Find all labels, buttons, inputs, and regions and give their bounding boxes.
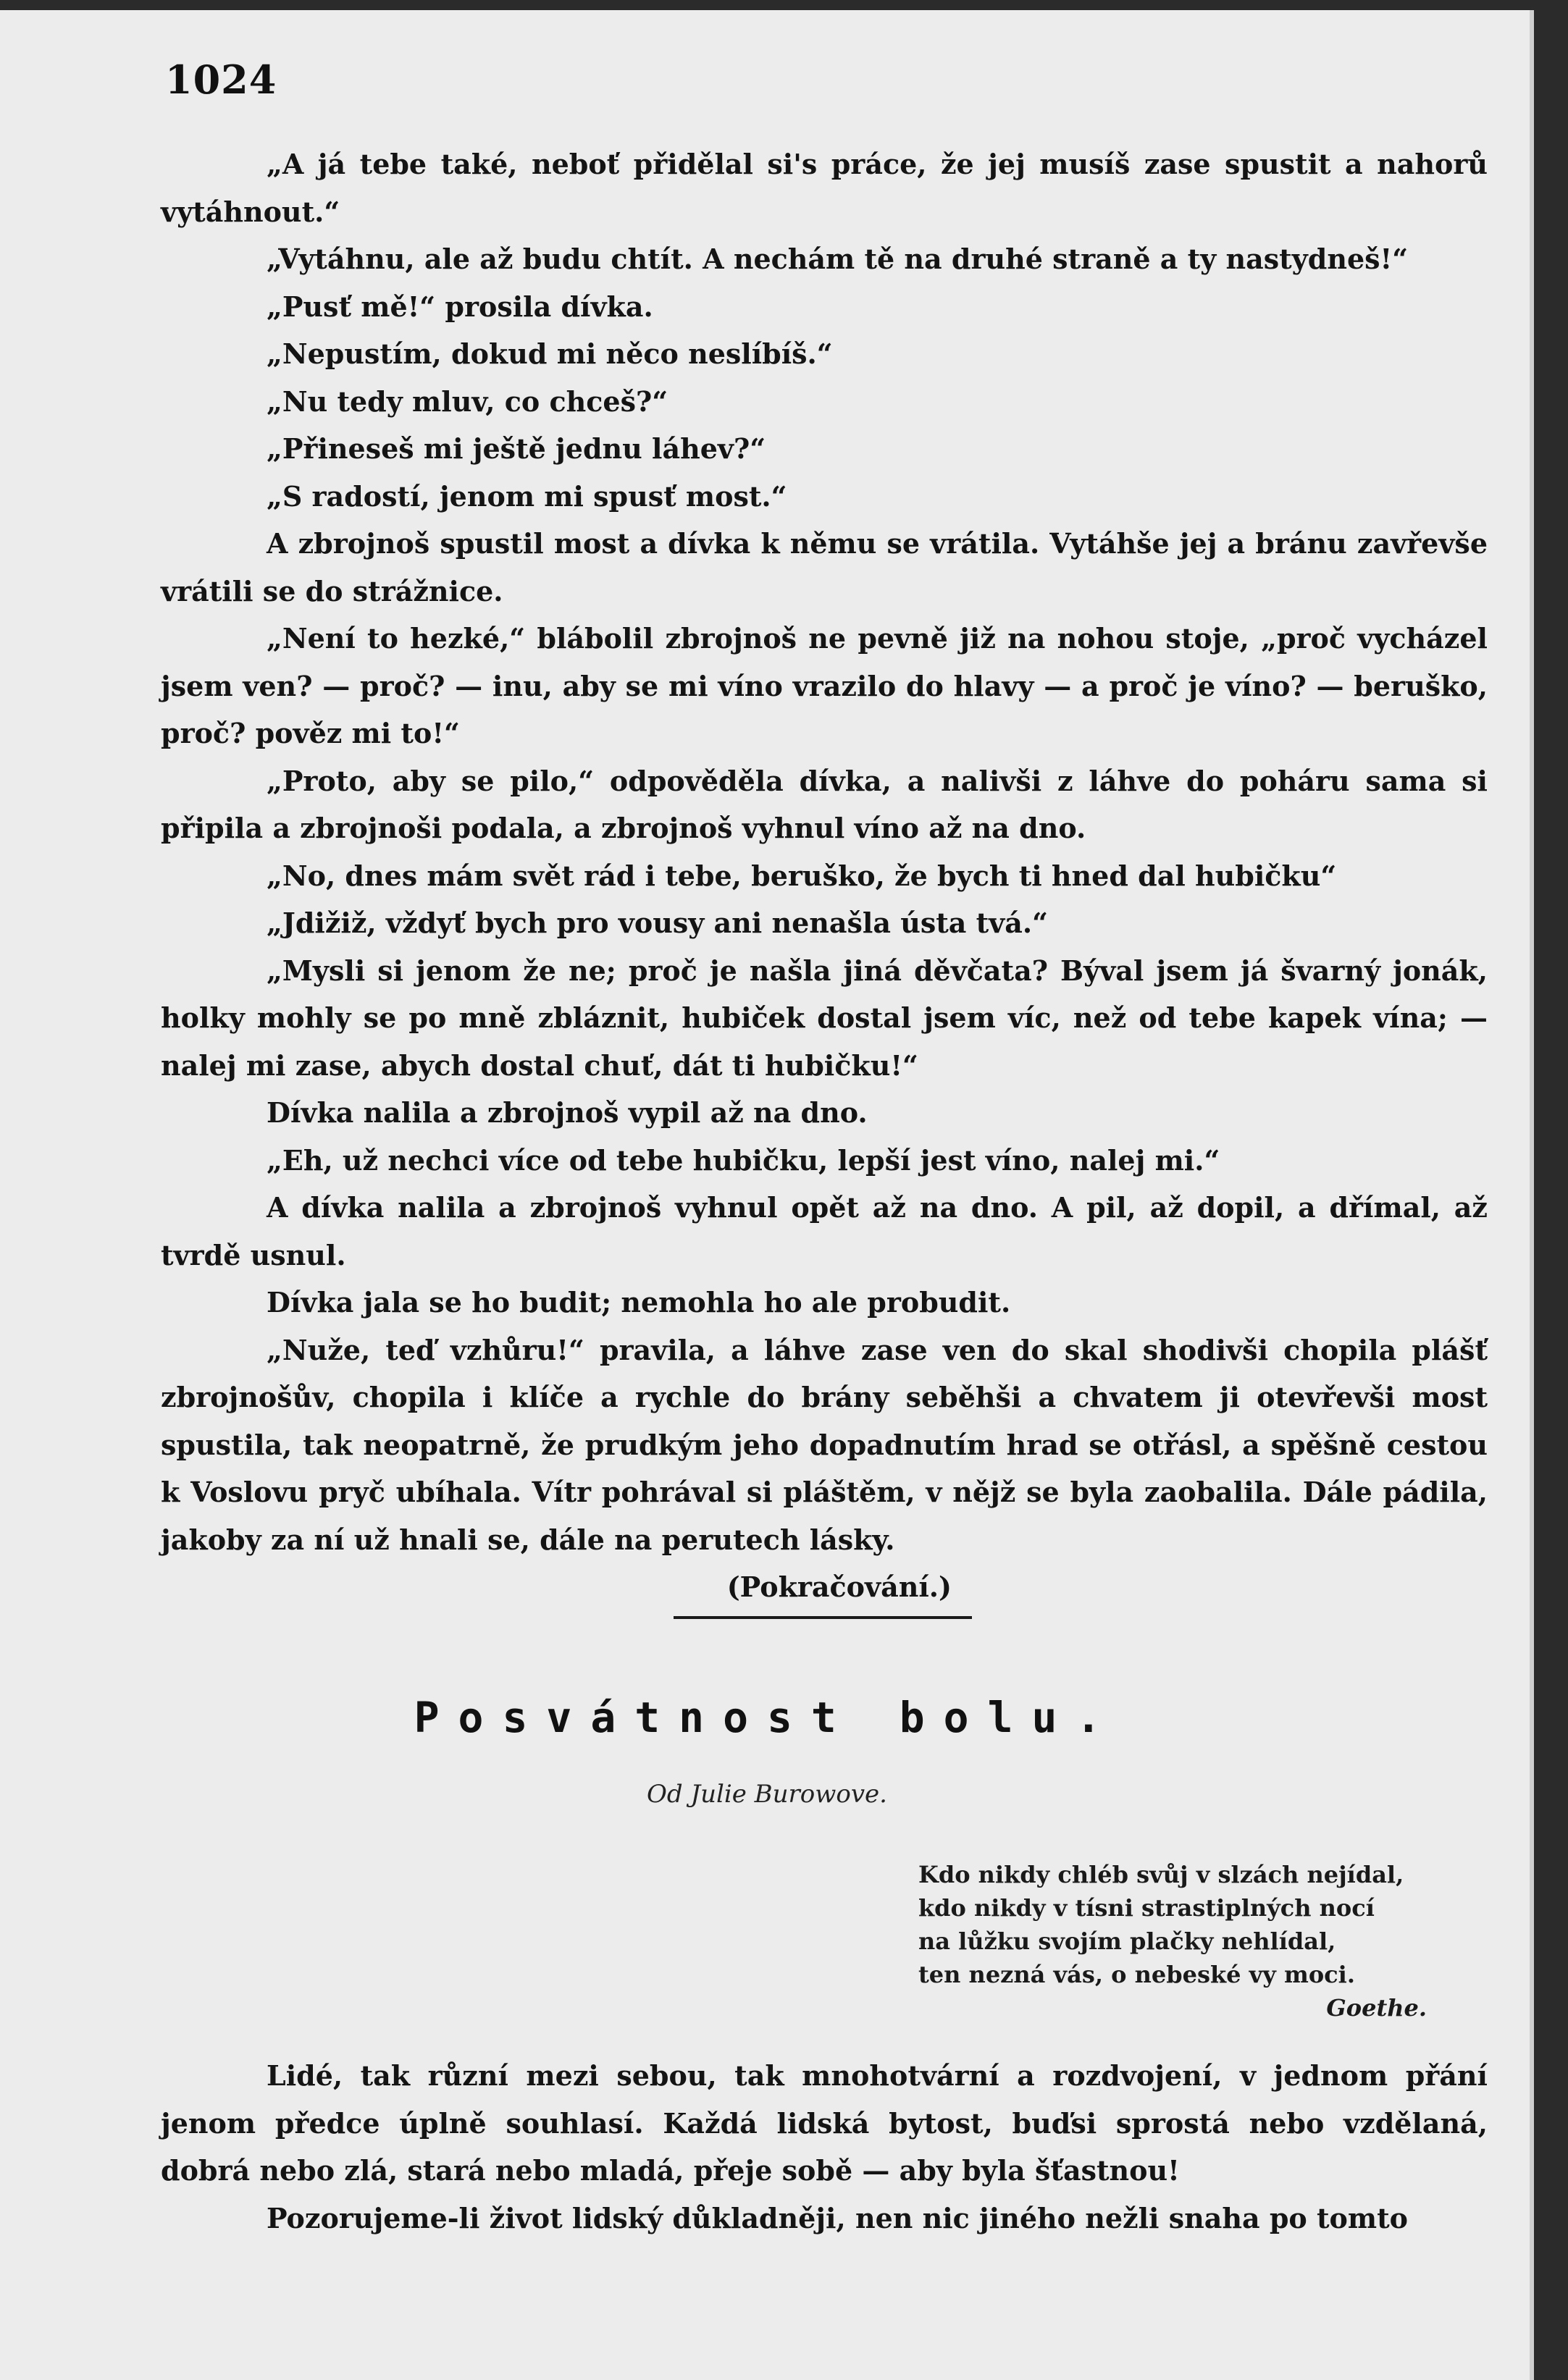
- paragraph: „No, dnes mám svět rád i tebe, beruško, že bych ti hned dal hubičku“: [267, 859, 1337, 892]
- paragraph: „Jdižiž, vždyť bych pro vousy ani nenašla ústa tvá.“: [267, 907, 1048, 939]
- essay-text: [161, 2052, 1488, 2242]
- section-divider: [674, 1616, 972, 1619]
- paragraph: „Pusť mě!“ prosila dívka.: [267, 290, 653, 323]
- paragraph: „Mysli si jenom že ne; proč je našla jiná děvčata? Býval jsem já švarný jonák, holky mohly se po mně zbláznit, hubiček dostal jsem víc, než od tebe kapek vína; — nalej mi zase, abych dostal chuť, dát ti hubičku!“: [161, 954, 1488, 1082]
- paragraph: Lidé, tak různí mezi sebou, tak mnohotvární a rozdvojení, v jednom přání jenom předce úplně souhlasí. Každá lidská bytost, buďsi sprostá nebo vzdělaná, dobrá nebo zlá, stará nebo mladá, přeje sobě — aby byla šťastnou!: [161, 2059, 1488, 2187]
- paragraph: A zbrojnoš spustil most a dívka k němu se vrátila. Vytáhše jej a bránu zavřevše vrátili se do strážnice.: [161, 527, 1488, 607]
- epigraph-line: ten nezná vás, o nebeské vy moci.: [918, 1961, 1355, 1988]
- epigraph-line: kdo nikdy v tísni strastiplných nocí: [918, 1894, 1375, 1922]
- document-page: [0, 10, 1534, 2380]
- paragraph: „S radostí, jenom mi spusť most.“: [267, 479, 787, 513]
- paragraph: Pozorujeme-li život lidský důkladněji, nen nic jiného nežli snaha po tomto: [267, 2201, 1408, 2234]
- paragraph: „Přineseš mi ještě jednu láhev?“: [267, 432, 766, 465]
- paragraph: „Nuže, teď vzhůru!“ pravila, a láhve zase ven do skal shodivši chopila plášť zbrojnošův, chopila i klíče a rychle do brány seběhši a chvatem ji otevřevši most spustila, tak neopatrně, že prudkým jeho dopadnutím hrad se otřásl, a spěšně cestou k Voslovu pryč ubíhala. Vítr pohrával si pláštěm, v nějž se byla zaobalila. Dále pádila, jakoby za ní už hnali se, dále na perutech lásky.: [161, 1333, 1488, 1556]
- page-number: 1024: [165, 56, 277, 103]
- epigraph-line: na lůžku svojím plačky nehlídal,: [918, 1927, 1336, 1955]
- paragraph: „Proto, aby se pilo,“ odpověděla dívka, a nalivši z láhve do poháru sama si připila a zbrojnoši podala, a zbrojnoš vyhnul víno až na dno.: [161, 764, 1488, 844]
- epigraph-source: Goethe.: [1326, 1994, 1427, 2022]
- paragraph: „Nu tedy mluv, co chceš?“: [267, 384, 668, 418]
- epigraph-line: Kdo nikdy chléb svůj v slzách nejídal,: [918, 1861, 1404, 1888]
- paragraph: Dívka jala se ho budit; nemohla ho ale probudit.: [267, 1286, 1011, 1319]
- paragraph: „Eh, už nechci více od tebe hubičku, lepší jest víno, nalej mi.“: [267, 1143, 1220, 1177]
- paragraph: „A já tebe také, neboť přidělal si's práce, že jej musíš zase spustit a nahorů vytáhnout.“: [161, 148, 1488, 228]
- article-byline: Od Julie Burowove.: [647, 1780, 887, 1809]
- continuation-note: (Pokračování.): [726, 1570, 952, 1603]
- paragraph: „Nepustím, dokud mi něco neslíbíš.“: [267, 337, 833, 370]
- paragraph: „Není to hezké,“ blábolil zbrojnoš ne pevně již na nohou stoje, „proč vycházel jsem ven? — proč? — inu, aby se mi víno vrazilo do hlavy — a proč je víno? — beruško, proč? pověz mi to!“: [161, 622, 1488, 749]
- article-title: Posvátnost bolu.: [414, 1693, 1120, 1742]
- story-text: [161, 140, 1488, 1611]
- epigraph: [918, 1858, 1498, 2024]
- paragraph: „Vytáhnu, ale až budu chtít. A nechám tě na druhé straně a ty nastydneš!“: [267, 243, 1409, 275]
- paragraph: A dívka nalila a zbrojnoš vyhnul opět až na dno. A pil, až dopil, a dřímal, až tvrdě usnul.: [161, 1191, 1488, 1271]
- paragraph: Dívka nalila a zbrojnoš vypil až na dno.: [267, 1096, 868, 1129]
